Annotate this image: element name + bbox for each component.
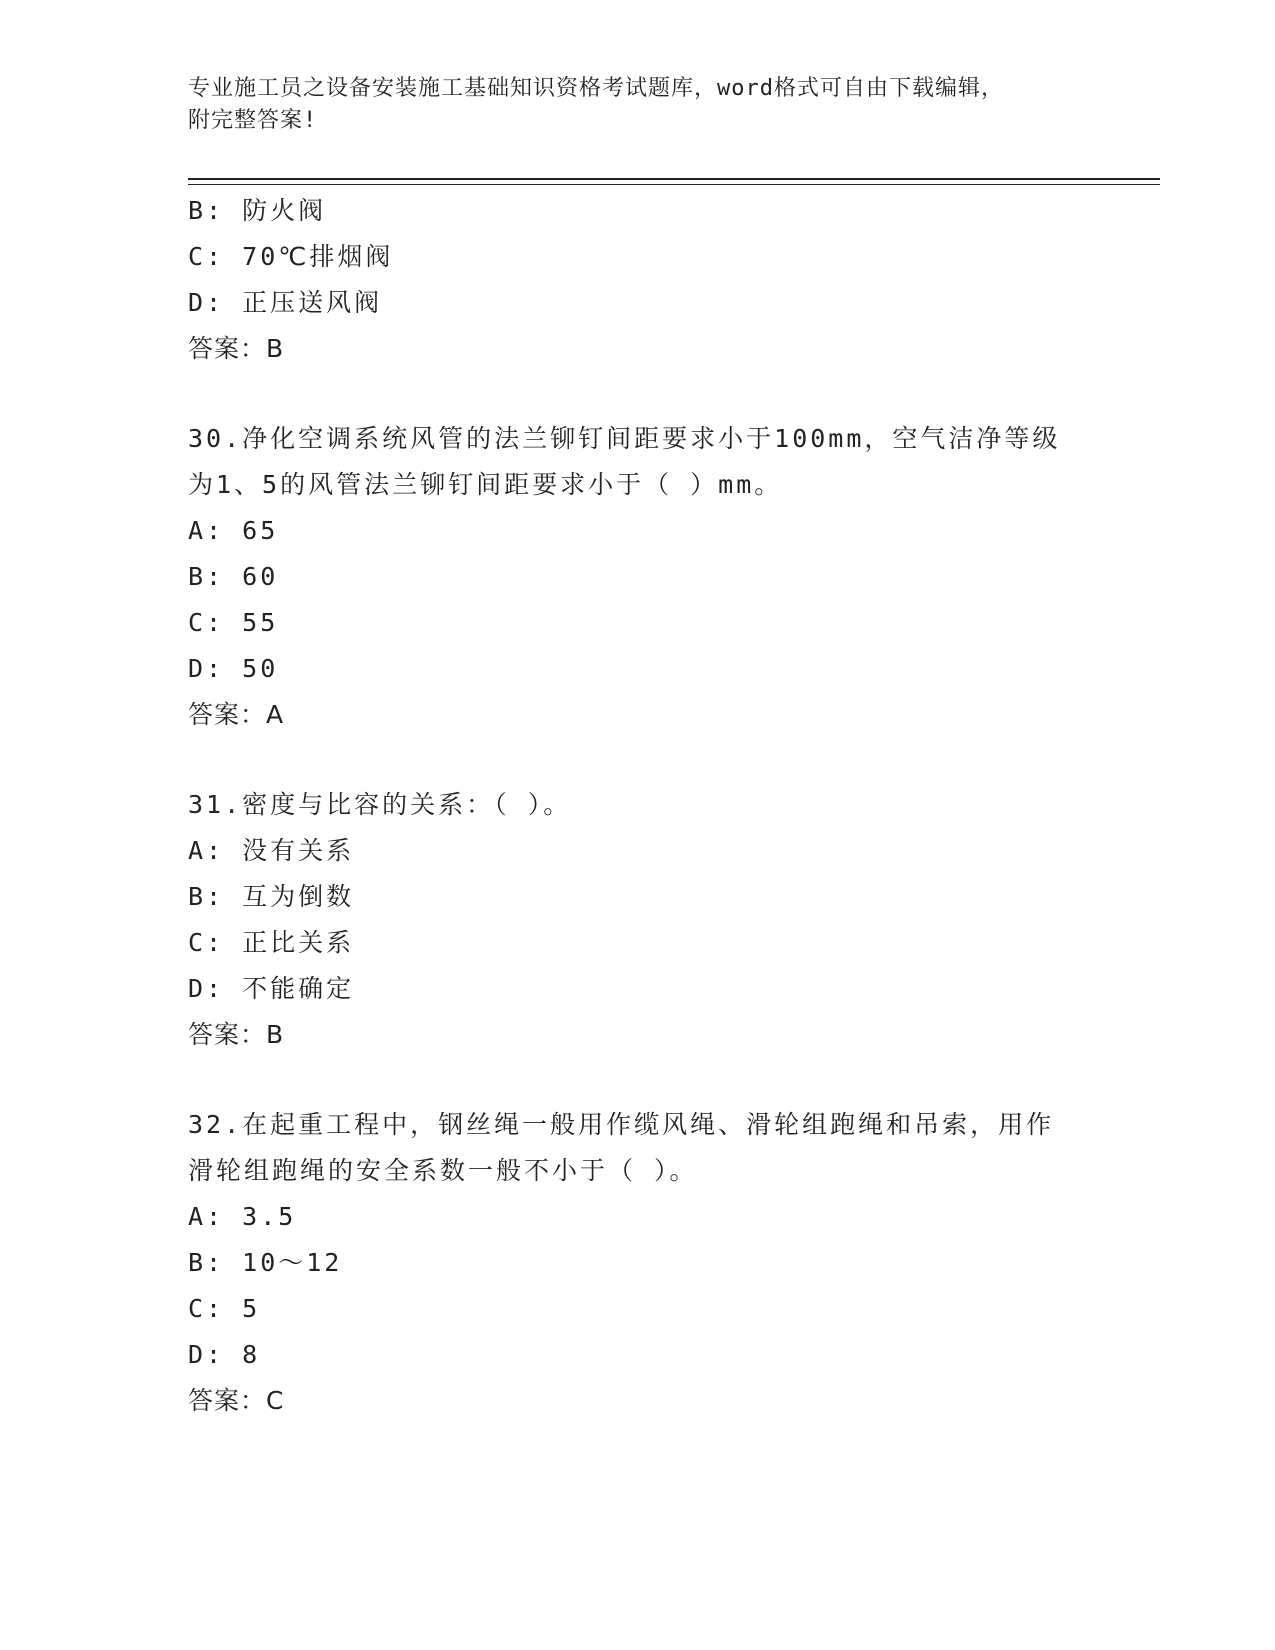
question-text-line-2: 为1、5的风管法兰铆钉间距要求小于（ ）mm。 <box>188 470 783 499</box>
prev-question-block <box>188 188 1088 372</box>
answer-line: 答案：A <box>188 700 285 729</box>
answer-line: 答案：B <box>188 334 285 363</box>
question-text-line-2: 滑轮组跑绳的安全系数一般不小于（ ）。 <box>188 1156 698 1185</box>
option-b: B: 防火阀 <box>188 196 327 225</box>
question-text-line-1: 31.密度与比容的关系：（ ）。 <box>188 790 572 819</box>
option-d: D: 50 <box>188 654 279 683</box>
header-line-1: 专业施工员之设备安装施工基础知识资格考试题库，word格式可自由下载编辑， <box>188 76 1004 101</box>
header-divider-thick <box>188 178 1160 180</box>
option-b: B: 10～12 <box>188 1248 343 1277</box>
option-d: D: 不能确定 <box>188 974 355 1003</box>
question-content <box>188 188 1088 1424</box>
answer-line: 答案：B <box>188 1020 285 1049</box>
option-a: A: 3.5 <box>188 1202 297 1231</box>
option-c: C: 正比关系 <box>188 928 355 957</box>
question-32 <box>188 1102 1088 1424</box>
option-a: A: 没有关系 <box>188 836 355 865</box>
option-c: C: 5 <box>188 1294 261 1323</box>
question-text-line-1: 32.在起重工程中，钢丝绳一般用作缆风绳、滑轮组跑绳和吊索，用作 <box>188 1110 1055 1139</box>
option-d: D: 8 <box>188 1340 261 1369</box>
document-header <box>188 73 1088 137</box>
question-31 <box>188 782 1088 1058</box>
option-c: C: 55 <box>188 608 279 637</box>
option-a: A: 65 <box>188 516 279 545</box>
header-line-2: 附完整答案! <box>188 108 318 133</box>
header-divider-thin <box>188 184 1160 185</box>
option-b: B: 60 <box>188 562 279 591</box>
option-d: D: 正压送风阀 <box>188 288 383 317</box>
option-b: B: 互为倒数 <box>188 882 355 911</box>
option-c: C: 70℃排烟阀 <box>188 242 394 271</box>
question-30 <box>188 416 1088 738</box>
question-text-line-1: 30.净化空调系统风管的法兰铆钉间距要求小于100mm，空气洁净等级 <box>188 424 1061 453</box>
answer-line: 答案：C <box>188 1386 285 1415</box>
